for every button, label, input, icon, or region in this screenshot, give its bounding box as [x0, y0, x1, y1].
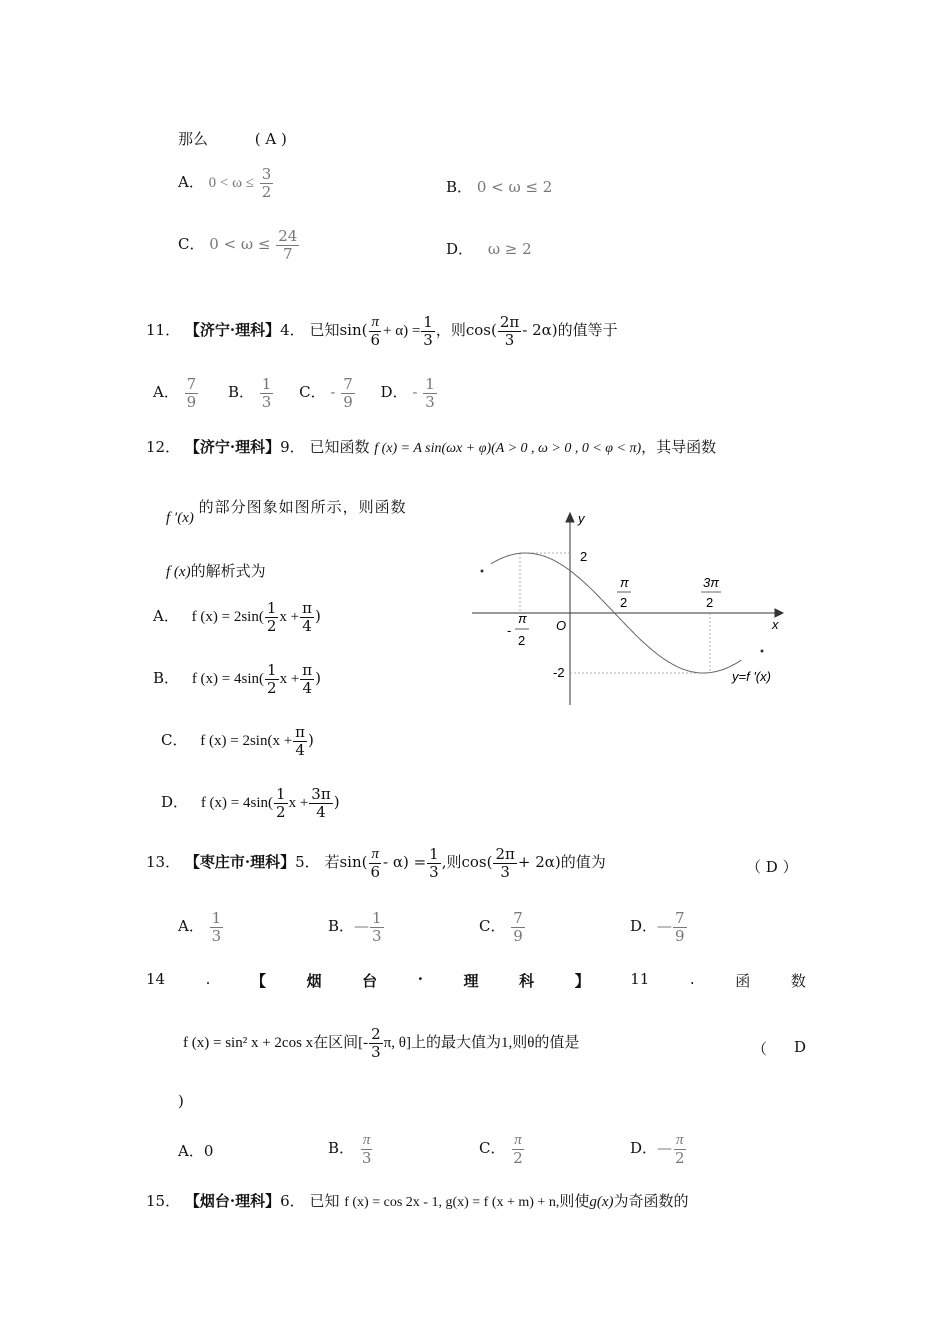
tick-neg-half-pi-den: 2: [518, 633, 526, 648]
header-token: 【: [251, 972, 267, 990]
curve-start-point: [481, 570, 484, 573]
q11-stem: [146, 314, 618, 348]
curve-end-point: [761, 650, 764, 653]
option-fraction: [276, 228, 299, 262]
fraction-2: [309, 786, 332, 820]
header-token: ·: [417, 970, 423, 988]
derivative-symbol: f ′(x): [166, 510, 194, 526]
q10-option-a: [178, 166, 274, 200]
tick-half-pi-den: 2: [620, 595, 628, 610]
gx-symbol: g(x): [589, 1194, 614, 1210]
option-sign: —: [354, 917, 370, 935]
fraction-1: [265, 600, 279, 634]
denominator: 6: [370, 330, 381, 349]
source-tag: 【济宁·理科】: [184, 321, 281, 339]
option-mid: x +: [279, 671, 300, 687]
numerator: 24: [278, 227, 298, 245]
option-expr: 0 < ω ≤ 2: [476, 178, 553, 196]
header-token: 数: [790, 972, 806, 990]
header-token: .: [689, 970, 695, 988]
fx-symbol: f (x): [166, 564, 191, 580]
stem-tail: 的值为: [560, 853, 606, 871]
option-fraction: [511, 1132, 525, 1166]
denominator: 3: [500, 862, 510, 881]
denominator: 3: [429, 862, 439, 881]
formula: f (x) = cos 2x - 1, g(x) = f (x + m) + n,: [344, 1195, 560, 1210]
denominator: 3: [504, 330, 515, 349]
numerator: 3π: [311, 785, 331, 803]
option-label: B．: [446, 178, 473, 196]
numerator: π: [371, 846, 379, 862]
numerator: 1: [423, 313, 433, 331]
option-end: ): [308, 731, 314, 749]
option-mid: x +: [279, 609, 300, 625]
option-fraction: [210, 910, 224, 944]
header-token: 14: [146, 970, 166, 988]
numerator: 1: [266, 599, 277, 617]
fraction-1-3: [427, 846, 441, 880]
question-number: 15．: [146, 1192, 181, 1210]
denominator: 9: [513, 926, 523, 945]
fraction-1: [265, 662, 279, 696]
option-fraction: [260, 166, 274, 200]
option-lhs: f (x) = 4sin(: [191, 671, 265, 687]
formula-pre: f (x) = sin² x + 2cos x在区间[-: [183, 1035, 369, 1051]
minus-alpha: - α) =: [383, 853, 427, 871]
q13-stem: [146, 846, 606, 880]
option-d-fraction: [423, 376, 437, 410]
numerator: π: [371, 314, 379, 330]
option-b-fraction: [260, 376, 274, 410]
sin-pre: sin(: [339, 853, 368, 871]
numerator: 2: [371, 1025, 381, 1043]
q13-answer: （ D ）: [746, 858, 798, 876]
numerator: 2π: [495, 845, 515, 863]
origin-label: O: [556, 618, 567, 633]
tick-neg-half-pi-sign: -: [507, 623, 512, 638]
stem-tail: 的值等于: [557, 321, 618, 339]
fraction-2: [300, 662, 314, 696]
option-sign: —: [657, 1139, 673, 1157]
option-label: A．: [153, 607, 179, 625]
tick-half-pi-num: π: [620, 575, 629, 590]
option-label: D．: [630, 917, 658, 935]
sub-number: 6．: [280, 1192, 305, 1210]
option-label: A．: [178, 1142, 204, 1160]
option-label: B．: [328, 917, 355, 935]
q14-stem: [183, 1026, 579, 1060]
source-tag: 【枣庄市·理科】: [184, 853, 296, 871]
fraction-2pi-3: [493, 846, 516, 880]
q12-option-d: [161, 786, 340, 820]
question-number: 13．: [146, 853, 181, 871]
line3-text: 的解析式为: [190, 562, 266, 580]
option-label: A．: [178, 173, 204, 191]
stem-text: 已知: [309, 1192, 340, 1210]
sub-number: 9．: [280, 438, 305, 456]
function-formula: f (x) = A sin(ωx + φ)(A > 0 , ω > 0 , 0 < φ < π): [374, 441, 642, 456]
q12-line3: [166, 560, 266, 581]
option-end: ): [314, 607, 321, 625]
option-b-label: B．: [227, 383, 254, 401]
q10-answer: ( A ): [254, 130, 287, 148]
stem-text-2: 则使: [559, 1192, 590, 1210]
formula-mid: π, θ]上的最大值为1,则θ的值是: [383, 1035, 580, 1051]
numerator: π: [295, 723, 306, 741]
q13-option-d: [630, 910, 688, 944]
q14-option-b: [328, 1132, 374, 1166]
numerator: π: [302, 599, 312, 617]
y-axis-arrow: [566, 513, 574, 522]
then-text: ,则: [441, 853, 462, 871]
option-label: B．: [153, 669, 180, 687]
q10-stem-text: 那么: [178, 130, 209, 148]
denominator: 6: [370, 862, 381, 881]
header-token: 台: [362, 972, 378, 990]
denominator: 3: [372, 926, 382, 945]
option-lhs: f (x) = 2sin(x +: [200, 733, 293, 749]
option-label: D．: [161, 793, 189, 811]
denominator: 3: [211, 926, 222, 945]
stem-text: 若: [324, 853, 340, 871]
q14-option-d: [630, 1132, 688, 1166]
stem-text-2: ，其导函数: [641, 438, 717, 456]
q11-options: [153, 376, 438, 410]
numerator: π: [514, 1132, 522, 1148]
stem-text: 已知: [309, 321, 340, 339]
option-mid: x +: [288, 795, 309, 811]
option-fraction: [370, 910, 384, 944]
numerator: π: [302, 661, 313, 679]
sin-pre: sin(: [339, 321, 368, 339]
option-value: 0: [203, 1142, 214, 1160]
curve-label: y=f '(x): [732, 669, 771, 684]
tick-neg-half-pi-num: π: [518, 611, 527, 626]
numerator: 1: [211, 909, 222, 927]
q10-option-c: [178, 228, 300, 262]
denominator: 3: [361, 1148, 372, 1167]
q15-stem: [146, 1190, 689, 1211]
q12-option-c: [161, 724, 314, 758]
option-expr: ω ≥ 2: [487, 240, 532, 258]
question-number: 12．: [146, 438, 181, 456]
fraction-pi-6: [368, 846, 382, 880]
x-axis-arrow: [775, 609, 783, 617]
q10-option-b: [446, 176, 552, 197]
denominator: 3: [371, 1042, 381, 1061]
then-text: ，则: [435, 321, 466, 339]
y-tick-top: 2: [580, 549, 588, 564]
option-label: D．: [630, 1139, 658, 1157]
denominator: 3: [423, 330, 433, 349]
denominator: 2: [261, 182, 272, 201]
q14-header: [146, 970, 806, 991]
header-token: 】: [574, 972, 590, 990]
source-tag: 【济宁·理科】: [184, 438, 281, 456]
minus-2alpha: - 2α): [522, 321, 558, 339]
q14-paren-open: （: [752, 1040, 768, 1058]
denominator: 3: [261, 392, 272, 411]
fraction-2pi-3: [498, 314, 521, 348]
fraction-2: [300, 600, 314, 634]
header-token: 烟: [306, 972, 322, 990]
denominator: 2: [675, 1148, 685, 1167]
header-token: 理: [463, 972, 479, 990]
denominator: 2: [513, 1148, 523, 1167]
numerator: 7: [186, 375, 197, 393]
option-lhs: f (x) = 4sin(: [200, 795, 274, 811]
stem-text: 已知函数: [309, 438, 370, 456]
numerator: 7: [513, 909, 523, 927]
numerator: 2π: [499, 313, 520, 331]
numerator: 1: [372, 909, 382, 927]
plus-2alpha: + 2α): [517, 853, 561, 871]
line2-text: 的部分图象如图所示，则函数: [198, 498, 407, 516]
fraction-2: [293, 724, 307, 758]
denominator: 2: [267, 678, 277, 697]
tick-three-half-pi-num: 3π: [703, 575, 719, 590]
x-axis-label: x: [772, 617, 779, 632]
header-token: 函: [735, 972, 751, 990]
denominator: 4: [302, 616, 312, 635]
header-token: .: [205, 970, 211, 988]
denominator: 9: [186, 392, 197, 411]
q12-option-a: [153, 600, 321, 634]
denominator: 4: [302, 678, 312, 697]
option-label: D．: [446, 240, 474, 258]
option-fraction: [673, 1132, 687, 1166]
option-c-fraction: [341, 376, 355, 410]
denominator: 9: [675, 926, 685, 945]
option-end: ): [315, 669, 321, 687]
numerator: 1: [429, 845, 439, 863]
source-tag: 【烟台·理科】: [184, 1192, 281, 1210]
numerator: 1: [261, 375, 272, 393]
option-d-sign: -: [412, 383, 418, 401]
question-number: 11．: [146, 321, 181, 339]
y-tick-bottom: -2: [553, 665, 565, 680]
header-token: 11: [630, 970, 650, 988]
denominator: 9: [343, 392, 353, 411]
numerator: π: [676, 1132, 684, 1148]
cos-pre: cos(: [461, 853, 493, 871]
option-sign: —: [657, 917, 673, 935]
option-c-label: C．: [299, 383, 326, 401]
option-fraction: [673, 910, 687, 944]
numerator: π: [362, 1132, 371, 1148]
denominator: 4: [295, 740, 305, 759]
q10-option-d: [446, 238, 532, 259]
sub-number: 4．: [280, 321, 305, 339]
numerator: 1: [425, 375, 435, 393]
option-fraction: [511, 910, 525, 944]
numerator: 1: [276, 785, 286, 803]
numerator: 7: [343, 375, 353, 393]
y-axis-label: y: [578, 511, 585, 526]
option-d-label: D．: [380, 383, 408, 401]
header-token: 科: [519, 972, 535, 990]
option-label: A．: [178, 917, 204, 935]
numerator: 7: [675, 909, 685, 927]
denominator: 2: [276, 802, 286, 821]
denominator: 3: [425, 392, 435, 411]
option-expr: 0 < ω ≤: [209, 235, 271, 253]
numerator: 1: [267, 661, 277, 679]
q14-answer: D: [794, 1038, 807, 1056]
tick-three-half-pi-den: 2: [706, 595, 714, 610]
option-fraction: [360, 1132, 374, 1166]
sub-number: 5．: [295, 853, 320, 871]
option-label: C．: [178, 235, 205, 253]
denominator: 7: [283, 244, 293, 263]
q12-derivative-graph: [460, 505, 800, 710]
q14-option-c: [479, 1132, 526, 1166]
option-label: C．: [161, 731, 188, 749]
denominator: 4: [316, 802, 326, 821]
plus-alpha: + α) =: [383, 323, 421, 339]
option-end: ): [333, 793, 340, 811]
option-expr: 0 < ω ≤: [208, 175, 254, 191]
q12-option-b: [153, 662, 321, 696]
q13-option-c: [479, 910, 526, 944]
q12-line2: [166, 496, 407, 526]
q10-stem: [178, 128, 287, 149]
cos-pre: cos(: [465, 321, 497, 339]
q14-option-a: [178, 1140, 213, 1161]
q12-stem: [146, 436, 716, 457]
fraction-pi-6: [368, 314, 382, 348]
option-a-fraction: [185, 376, 199, 410]
stem-tail: 为奇函数的: [613, 1192, 689, 1210]
option-label: B．: [328, 1139, 355, 1157]
option-label: C．: [479, 1139, 506, 1157]
option-lhs: f (x) = 2sin(: [191, 609, 264, 625]
option-label: C．: [479, 917, 506, 935]
fraction-2-3: [369, 1026, 383, 1060]
numerator: 3: [261, 165, 272, 183]
q13-option-a: [178, 910, 224, 944]
q13-option-b: [328, 910, 385, 944]
q14-paren-close: ): [178, 1092, 184, 1110]
fraction-1-3: [421, 314, 435, 348]
option-c-sign: -: [330, 383, 336, 401]
denominator: 2: [266, 616, 277, 635]
fraction-1: [274, 786, 288, 820]
option-a-label: A．: [153, 383, 179, 401]
